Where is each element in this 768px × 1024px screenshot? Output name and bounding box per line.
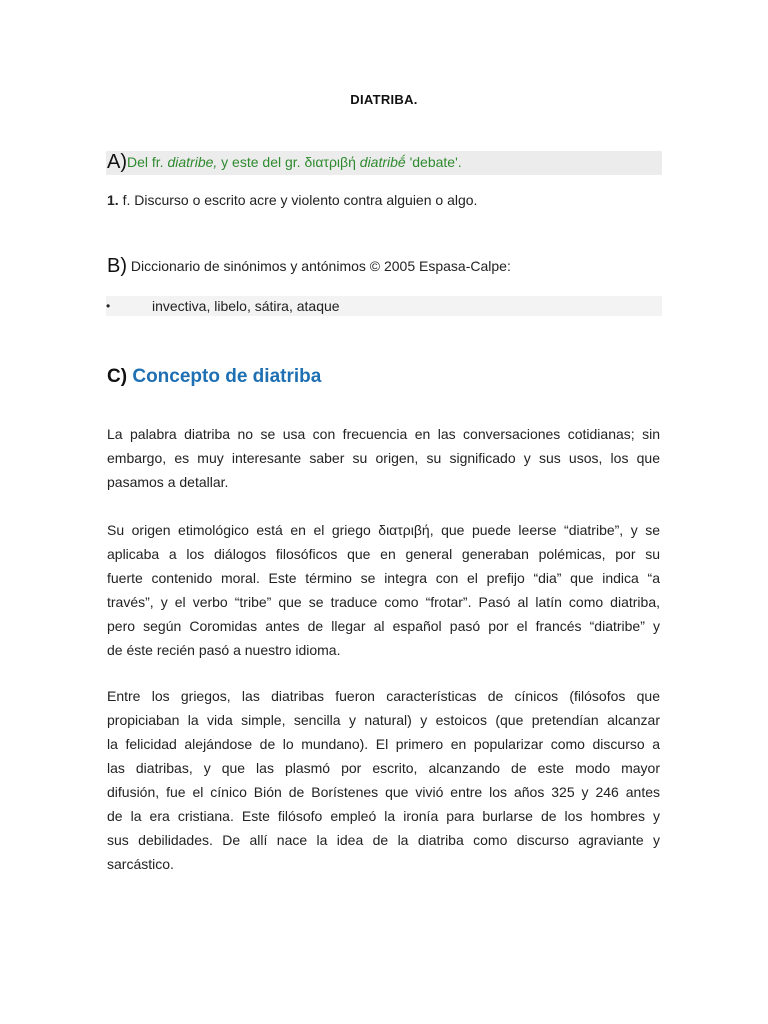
etym-prefix: Del fr. <box>127 154 168 170</box>
paragraph-line: aplicaba a los diálogos filosóficos que en general generaban polémicas, por su <box>107 546 660 562</box>
definition-text: f. Discurso o escrito acre y violento contra alguien o algo. <box>118 192 478 208</box>
document-title: DIATRIBA. <box>350 92 418 107</box>
section-a-etymology <box>107 152 462 172</box>
section-a-definition <box>107 190 477 210</box>
section-c-letter: C) <box>107 366 128 387</box>
paragraph-line: fuerte contenido moral. Este término se integra con el prefijo “dia” que indica “a <box>107 570 660 586</box>
paragraph-3 <box>107 684 660 876</box>
etym-greek-translit: diatribḗ <box>359 154 406 170</box>
paragraph-line: pasamos a detallar. <box>107 474 229 490</box>
etymology-text <box>127 154 462 170</box>
paragraph-line: embargo, es muy interesante saber su origen, su significado y sus usos, los que <box>107 450 660 466</box>
paragraph-line: sarcástico. <box>107 856 174 872</box>
paragraph-line: propiciaban la vida simple, sencilla y natural) y estoicos (que pretendían alcanzar <box>107 712 660 728</box>
paragraph-line: Su origen etimológico está en el griego διατριβή, que puede leerse “diatribe”, y se <box>107 522 660 538</box>
paragraph-line: sus debilidades. De allí nace la idea de la diatriba como discurso agraviante y <box>107 832 660 848</box>
etym-french: diatribe, <box>167 154 218 170</box>
bullet-icon: • <box>106 299 111 313</box>
section-b-text: Diccionario de sinónimos y antónimos © 2005 Espasa-Calpe: <box>127 258 511 274</box>
paragraph-1 <box>107 422 660 494</box>
section-a-letter: A) <box>107 151 127 173</box>
section-b-letter: B) <box>107 255 127 277</box>
paragraph-line: de la era cristiana. Este filósofo empleó la ironía para burlarse de los hombres y <box>107 808 660 824</box>
section-c-heading <box>107 363 321 391</box>
paragraph-line: través”, y el verbo “tribe” que se traduce como “frotar”. Pasó al latín como diatriba, <box>107 594 660 610</box>
section-c-title: Concepto de diatriba <box>132 366 322 387</box>
definition-number: 1. <box>107 192 119 208</box>
paragraph-line: pero según Coromidas antes de llegar al español pasó por el francés “diatribe” y <box>107 618 660 634</box>
etym-greek-word: y este del gr. διατριβή <box>217 154 360 170</box>
synonyms-list-item: invectiva, libelo, sátira, ataque <box>152 298 340 314</box>
paragraph-line: la felicidad alejándose de lo mundano). El primero en popularizar como discurso a <box>107 736 660 752</box>
paragraph-2 <box>107 518 660 662</box>
paragraph-line: difusión, fue el cínico Bión de Borístenes que vivió entre los años 325 y 246 antes <box>107 784 660 800</box>
section-b-source <box>107 256 511 276</box>
paragraph-line: las diatribas, y que las plasmó por escrito, alcanzando de este modo mayor <box>107 760 660 776</box>
paragraph-line: La palabra diatriba no se usa con frecuencia en las conversaciones cotidianas; sin <box>107 426 660 442</box>
paragraph-line: de éste recién pasó a nuestro idioma. <box>107 642 341 658</box>
paragraph-line: Entre los griegos, las diatribas fueron características de cínicos (filósofos que <box>107 688 660 704</box>
etym-meaning: 'debate'. <box>405 154 462 170</box>
